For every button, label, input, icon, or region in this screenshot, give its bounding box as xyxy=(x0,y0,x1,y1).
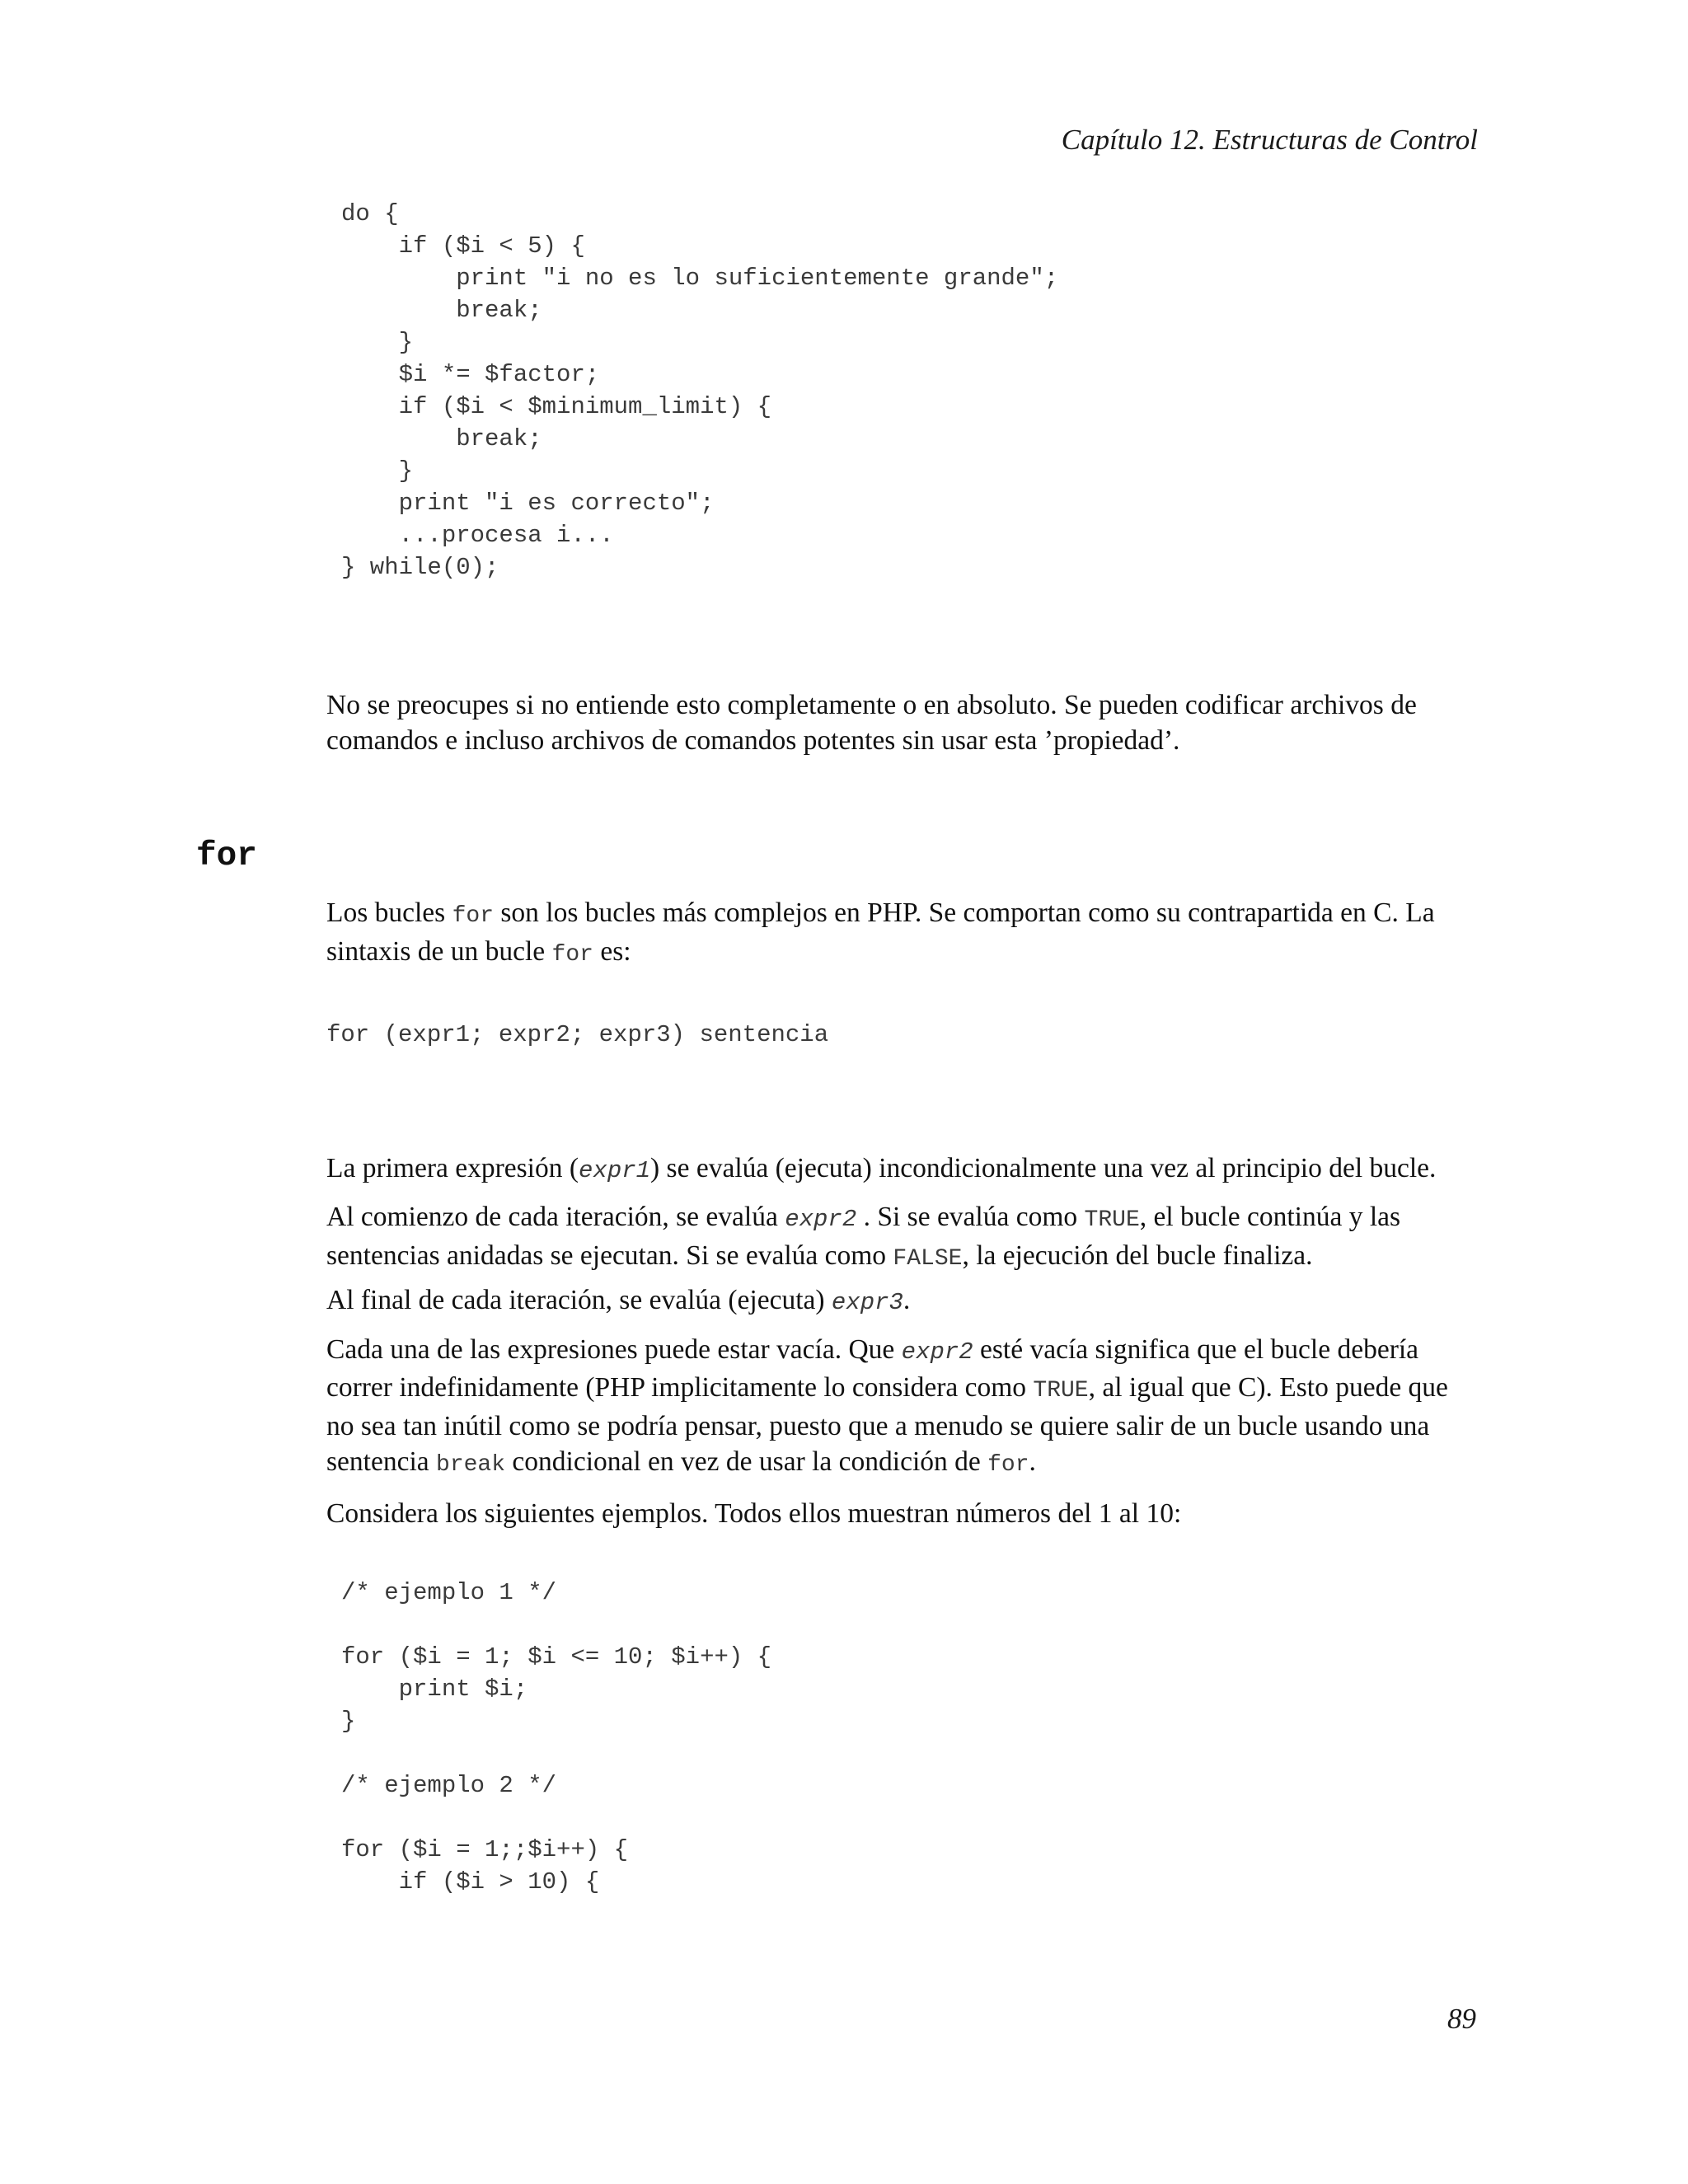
inline-code: for xyxy=(452,903,495,929)
paragraph-examples-intro: Considera los siguientes ejemplos. Todos ellos muestran números del 1 al 10: xyxy=(326,1498,1182,1529)
section-heading-for: for xyxy=(196,837,257,875)
text-run: , al igual que C). Esto puede que no sea tan inútil como se podría pensar, puesto que a menudo se quiere salir de un bucle usando una sentencia xyxy=(326,1372,1448,1477)
inline-code: FALSE xyxy=(893,1246,963,1272)
paragraph-expr2 xyxy=(326,1199,1480,1277)
text-run: ) se evalúa (ejecuta) incondicionalmente una vez al principio del bucle. xyxy=(650,1153,1437,1183)
code-block-do-while: do { if ($i < 5) { print "i no es lo suficientemente grande"; break; } $i *= $factor; if ($i < $minimum_limit) { break; } print "i es correcto"; ...procesa i... } while(0); xyxy=(341,200,1059,581)
text-run: La primera expresión ( xyxy=(326,1153,579,1183)
text-run: . xyxy=(1029,1446,1036,1477)
inline-code: for xyxy=(987,1452,1029,1478)
inline-code: expr2 xyxy=(785,1206,857,1233)
paragraph-for-intro xyxy=(326,895,1480,972)
inline-code: TRUE xyxy=(1033,1378,1089,1404)
inline-code: for xyxy=(551,942,593,968)
text-run: . xyxy=(903,1285,911,1315)
inline-code: expr1 xyxy=(579,1157,651,1184)
text-run: , el bucle continúa y las sentencias anidadas se ejecutan. Si se evalúa como xyxy=(326,1202,1401,1271)
text-run: Cada una de las expresiones puede estar vacía. Que xyxy=(326,1334,902,1365)
inline-code: break xyxy=(436,1452,506,1478)
text-run: Los bucles xyxy=(326,898,452,928)
code-block-for-syntax: for (expr1; expr2; expr3) sentencia xyxy=(326,1021,829,1048)
text-run: Al final de cada iteración, se evalúa (ejecuta) xyxy=(326,1285,832,1315)
page-number: 89 xyxy=(1447,2003,1476,2035)
text-run: , la ejecución del bucle finaliza. xyxy=(962,1240,1313,1271)
inline-code: expr2 xyxy=(901,1338,973,1366)
text-run: condicional en vez de usar la condición de xyxy=(505,1446,988,1477)
paragraph-expr3 xyxy=(326,1282,1480,1320)
text-run: . Si se evalúa como xyxy=(856,1202,1085,1232)
paragraph-expr1 xyxy=(326,1151,1480,1188)
inline-code: TRUE xyxy=(1084,1207,1140,1233)
paragraph-empty-expressions xyxy=(326,1332,1480,1483)
text-run: Al comienzo de cada iteración, se evalúa xyxy=(326,1202,785,1232)
running-header: Capítulo 12. Estructuras de Control xyxy=(1061,124,1478,156)
inline-code: expr3 xyxy=(831,1289,903,1316)
code-block-examples: /* ejemplo 1 */ for ($i = 1; $i <= 10; $i++) { print $i; } /* ejemplo 2 */ for ($i = 1;;$i++) { if ($i > 10) { xyxy=(341,1579,772,1896)
paragraph-note: No se preocupes si no entiende esto completamente o en absoluto. Se pueden codificar archivos de comandos e incluso archivos de comandos potentes sin usar esta ’propiedad’. xyxy=(326,690,1417,756)
text-run: son los bucles más complejos en PHP. Se comportan como su contrapartida en C. La sintaxis de un bucle xyxy=(326,898,1435,967)
text-run: es: xyxy=(593,936,631,967)
text-run: esté vacía significa que el bucle debería correr indefinidamente (PHP implicitamente lo considera como xyxy=(326,1334,1419,1403)
